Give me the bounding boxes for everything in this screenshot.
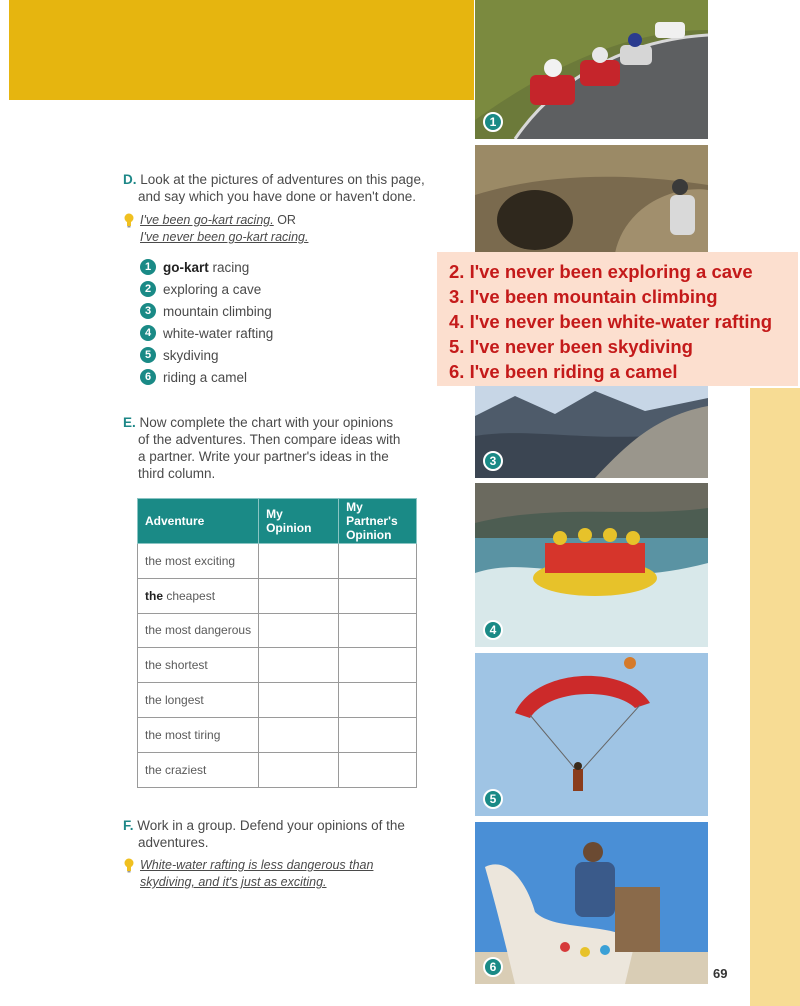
adventure-cell [138,648,259,683]
lightbulb-icon [123,213,135,228]
instruction-line: a partner. Write your partner's ideas in the [138,449,389,464]
photo-cave [475,145,708,253]
photo-camel [475,822,708,984]
hint-example: White-water rafting is less dangerous than [140,858,374,872]
my-opinion-cell[interactable] [259,648,339,683]
adventure-cell [138,613,259,648]
cell-text: cheapest [163,588,216,603]
my-opinion-cell[interactable] [259,578,339,613]
cell-text: the most tiring [145,727,221,742]
table-row [138,752,417,787]
chart-header-row [138,499,417,544]
answer-line: 3. I've been mountain climbing [449,286,718,307]
number-badge: 6 [140,369,156,385]
section-letter: F. [123,818,134,833]
list-item [140,300,273,322]
list-item [140,366,273,388]
photo-go-kart [475,0,708,139]
instruction-line: Work in a group. Defend your opinions of the [137,818,405,833]
hint-example: I've never been go-kart racing. [140,230,309,244]
instruction-line: of the adventures. Then compare ideas with [138,432,401,447]
photo-mountain [475,386,708,478]
instruction-line: Now complete the chart with your opinions [139,415,394,430]
answer-overlay [437,252,798,386]
instruction-line: and say which you have done or haven't done. [138,189,417,204]
side-color-strip [750,388,800,1006]
section-e-instruction [123,414,400,482]
partner-opinion-cell[interactable] [339,578,417,613]
number-badge: 3 [140,303,156,319]
hint-example: skydiving, and it's just as exciting. [140,875,327,889]
my-opinion-cell[interactable] [259,717,339,752]
opinion-chart [137,498,417,788]
cell-text: the most dangerous [145,623,252,638]
partner-opinion-cell[interactable] [339,544,417,579]
item-text: mountain climbing [163,303,272,319]
table-row [138,683,417,718]
list-item [140,278,273,300]
answer-line: 4. I've never been white-water rafting [449,311,773,332]
section-f-hint [123,857,373,891]
adventure-cell [138,752,259,787]
instruction-line: third column. [138,466,216,481]
hint-example: I've been go-kart racing. [140,213,274,227]
cell-text: the most exciting [145,553,236,568]
item-text: skydiving [163,347,219,363]
header-band [9,0,474,100]
item-text: exploring a cave [163,281,262,297]
answer-line: 5. I've never been skydiving [449,336,693,357]
my-opinion-cell[interactable] [259,683,339,718]
item-bold: go-kart [163,259,209,275]
section-letter: E. [123,415,136,430]
section-f-instruction [123,817,405,851]
item-text: racing [208,259,250,275]
instruction-line: adventures. [138,835,209,850]
header-my-opinion: My Opinion [259,499,339,544]
cell-text: the longest [145,693,204,708]
my-opinion-cell[interactable] [259,544,339,579]
section-d-instruction [123,171,425,205]
number-badge: 4 [140,325,156,341]
adventure-cell [138,683,259,718]
photo-number-badge: 6 [483,957,503,977]
number-badge: 5 [140,347,156,363]
photo-skydiving [475,653,708,816]
hint-or: OR [273,213,296,227]
my-opinion-cell[interactable] [259,613,339,648]
partner-opinion-cell[interactable] [339,648,417,683]
table-row [138,578,417,613]
adventure-cell [138,717,259,752]
list-item [140,322,273,344]
section-d-hint [123,212,308,246]
cell-bold: the [145,588,163,603]
adventure-cell [138,544,259,579]
photo-number-badge: 3 [483,451,503,471]
instruction-line: Look at the pictures of adventures on this page, [140,172,425,187]
cell-text: the craziest [145,762,207,777]
adventure-list [140,256,273,388]
partner-opinion-cell[interactable] [339,613,417,648]
item-text: riding a camel [163,369,248,385]
header-partner-opinion: My Partner's Opinion [339,499,417,544]
photo-rafting [475,483,708,647]
table-row [138,613,417,648]
section-letter: D. [123,172,137,187]
cell-text: the shortest [145,658,208,673]
page-number: 69 [713,966,728,981]
adventure-cell [138,578,259,613]
item-text: white-water rafting [163,325,274,341]
list-item [140,256,273,278]
partner-opinion-cell[interactable] [339,752,417,787]
lightbulb-icon [123,858,135,873]
list-item [140,344,273,366]
partner-opinion-cell[interactable] [339,717,417,752]
photo-number-badge: 4 [483,620,503,640]
number-badge: 2 [140,281,156,297]
table-row [138,648,417,683]
my-opinion-cell[interactable] [259,752,339,787]
table-row [138,717,417,752]
header-adventure: Adventure [138,499,259,544]
photo-number-badge: 5 [483,789,503,809]
answer-line: 6. I've been riding a camel [449,361,678,382]
number-badge: 1 [140,259,156,275]
photo-number-badge: 1 [483,112,503,132]
table-row [138,544,417,579]
answer-line: 2. I've never been exploring a cave [449,261,753,282]
partner-opinion-cell[interactable] [339,683,417,718]
